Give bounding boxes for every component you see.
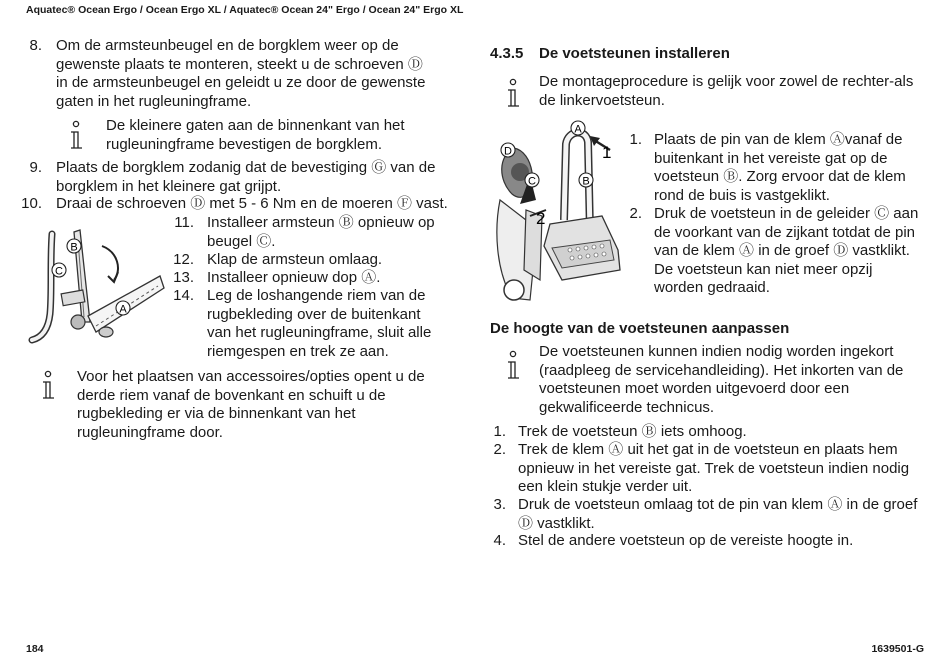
step-number: 1.: [493, 423, 506, 440]
step-number: 3.: [493, 496, 506, 513]
note-text: De voetsteunen kunnen indien nodig worden ingekort (raadpleeg de servicehandleiding). Het inkorten van de voetsteunen moet worden uitgevoerd door een gekwalificeerde technicus.: [539, 343, 904, 416]
figure-label-b: B: [70, 241, 78, 254]
step-text: Plaats de pin van de klem Ⓐvanaf de buitenkant in het vereiste gat op de voetsteun Ⓑ. Zorg ervoor dat de klem rond de buis is vastgeklikt.: [654, 131, 906, 204]
step-text: Druk de voetsteun omlaag tot de pin van klem Ⓐ in de groef Ⓓ vastklikt.: [518, 496, 918, 532]
armrest-illustration: [22, 222, 172, 352]
note-text: De montageprocedure is gelijk voor zowel de rechter-als de linkervoetsteun.: [539, 73, 914, 109]
step-number: 1.: [629, 131, 642, 148]
step-text: Draai de schroeven Ⓓ met 5 - 6 Nm en de moeren Ⓕ vast.: [56, 195, 448, 212]
note-text: Voor het plaatsen van accessoires/opties opent u de derde riem vanaf de bovenkant en schuift u de rugbekleding er via de binnenkant van het rugleuningframe door.: [77, 368, 425, 441]
figure-label-c: C: [55, 265, 63, 278]
figure-label-b: B: [582, 175, 590, 188]
step-number: 9.: [29, 159, 42, 176]
step-number: 12.: [173, 251, 194, 268]
step-text: Installeer opnieuw dop Ⓐ.: [207, 269, 381, 286]
step-text: Om de armsteunbeugel en de borgklem weer op de gewenste plaats te monteren, steekt u de schroeven Ⓓ in de armsteunbeugel en geleidt u ze door de gewenste gaten in het rugleuningframe.: [56, 37, 426, 110]
figure-label-a: A: [119, 303, 127, 316]
step-text: Plaats de borgklem zodanig dat de bevestiging Ⓖ van de borgklem in het kleinere gat grijpt.: [56, 159, 436, 195]
step-number: 13.: [173, 269, 194, 286]
step-text: Klap de armsteun omlaag.: [207, 251, 383, 268]
step-number: 14.: [173, 287, 194, 304]
step-text: Leg de loshangende riem van de rugbekleding over de buitenkant van het rugleuningframe, sluit alle riemgespen en trek ze aan.: [207, 287, 432, 360]
step-text: Druk de voetsteun in de geleider Ⓒ aan de voorkant van de zijkant totdat de pin van de klem Ⓐ in de groef Ⓓ vastklikt. De voetsteun kan niet meer opzij worden gedraaid.: [654, 205, 919, 297]
subheading: De hoogte van de voetsteunen aanpassen: [490, 320, 790, 337]
document-code: 1639501-G: [871, 643, 924, 655]
figure-step-2: 2: [536, 209, 546, 228]
info-icon: [66, 120, 88, 152]
step-text: Trek de voetsteun Ⓑ iets omhoog.: [518, 423, 747, 440]
figure-label-d: D: [504, 145, 512, 158]
step-number: 10.: [21, 195, 42, 212]
figure-label-a: A: [574, 123, 582, 136]
step-number: 2.: [629, 205, 642, 222]
step-text: Stel de andere voetsteun op de vereiste hoogte in.: [518, 532, 854, 549]
section-number: 4.3.5: [490, 45, 524, 62]
step-text: Trek de klem Ⓐ uit het gat in de voetsteun en plaats hem opnieuw in het vereiste gat. Trek de voetsteun indien nodig een klein stukje verder uit.: [518, 441, 910, 496]
info-icon: [38, 370, 60, 402]
info-icon: [503, 78, 525, 110]
page-number: 184: [26, 643, 44, 655]
footrest-illustration: [490, 120, 625, 310]
step-number: 4.: [493, 532, 506, 549]
note-text: De kleinere gaten aan de binnenkant van het rugleuningframe bevestigen de borgklem.: [106, 117, 405, 153]
figure-step-1: 1: [602, 143, 612, 162]
step-number: 2.: [493, 441, 506, 458]
step-text: Installeer armsteun Ⓑ opnieuw op beugel Ⓒ.: [207, 214, 435, 250]
info-icon: [503, 350, 525, 382]
step-number: 8.: [29, 37, 42, 54]
running-header: Aquatec® Ocean Ergo / Ocean Ergo XL / Aquatec® Ocean 24" Ergo / Ocean 24" Ergo XL: [26, 4, 464, 16]
step-number: 11.: [174, 214, 194, 231]
section-title: De voetsteunen installeren: [539, 45, 730, 62]
figure-label-c: C: [528, 175, 536, 188]
